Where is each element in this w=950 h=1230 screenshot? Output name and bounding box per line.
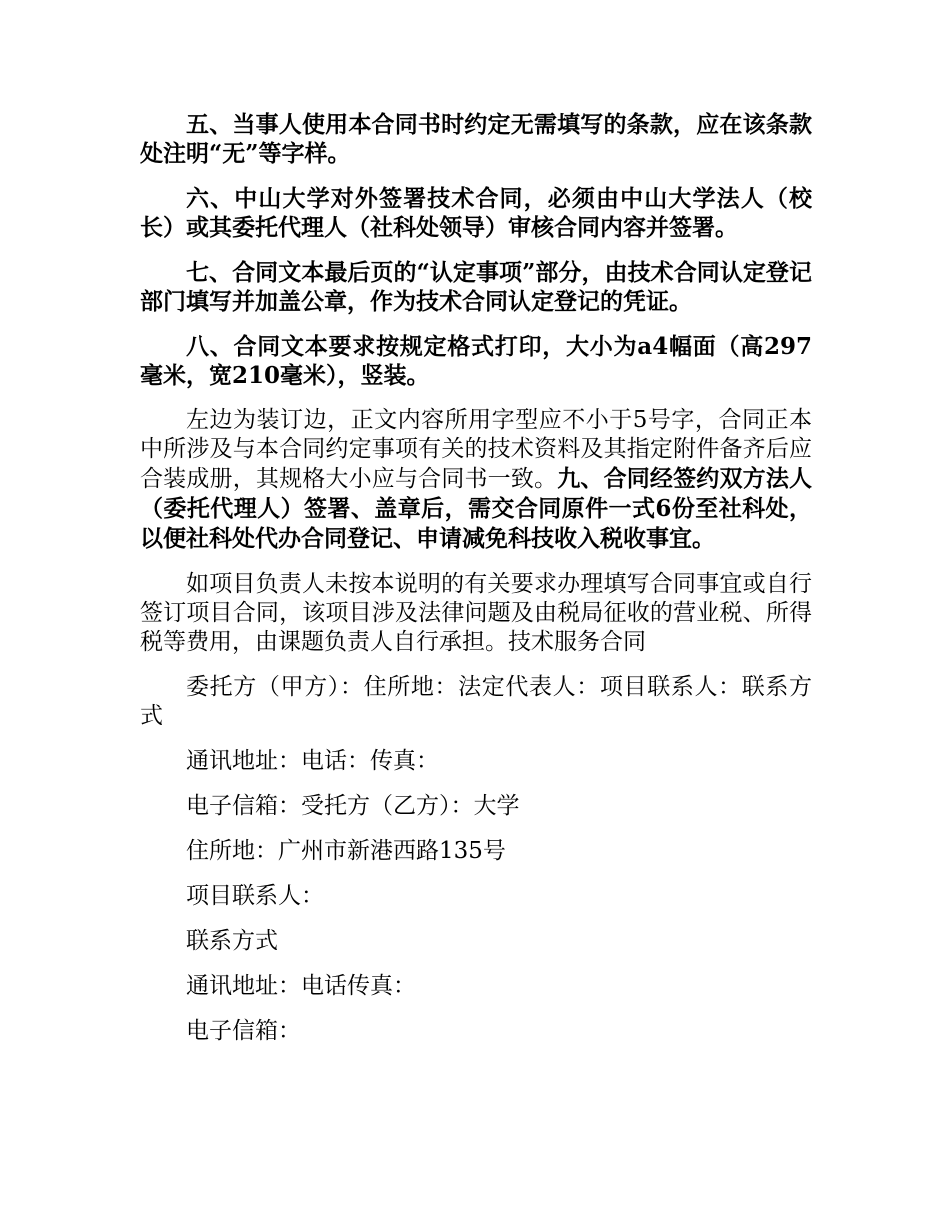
liability-paragraph: 如项目负责人未按本说明的有关要求办理填写合同事宜或自行签订项目合同，该项目涉及法律问题及由税局征收的营业税、所得税等费用，由课题负责人自行承担。技术服务合同 xyxy=(140,571,812,655)
clause-9-text: 九、合同经签约双方法人（委托代理人）签署、盖章后，需交合同原件一式6份至社科处，以便社科处代办合同登记、申请减免科技收入税收事宜。 xyxy=(140,465,813,552)
clause-7-paragraph: 七、合同文本最后页的“认定事项”部分，由技术合同认定登记部门填写并加盖公章，作为技术合同认定登记的凭证。 xyxy=(140,259,812,315)
party-b-address-line: 住所地：广州市新港西路135号 xyxy=(186,838,506,864)
party-b-contact-person-line: 项目联系人： xyxy=(186,883,324,909)
binding-paragraph xyxy=(140,406,812,554)
document-page xyxy=(140,110,812,1062)
clause-5-paragraph: 五、当事人使用本合同书时约定无需填写的条款，应在该条款处注明“无”等字样。 xyxy=(140,111,812,167)
party-a-contact-line: 通讯地址：电话：传真： xyxy=(186,748,439,774)
party-b-mail-phone-line: 通讯地址：电话传真： xyxy=(186,973,416,999)
party-a-line: 委托方（甲方）：住所地：法定代表人：项目联系人：联系方式 xyxy=(140,674,812,729)
party-a-email-party-b-line: 电子信箱：受托方（乙方）：大学 xyxy=(186,793,520,819)
binding-text: 左边为装订边，正文内容所用字型应不小于5号字，合同正本中所涉及与本合同约定事项有关的技术资料及其指定附件备齐后应合装成册，其规格大小应与合同书一致。 xyxy=(140,407,812,492)
clause-6-paragraph: 六、中山大学对外签署技术合同，必须由中山大学法人（校长）或其委托代理人（社科处领导）审核合同内容并签署。 xyxy=(140,185,812,241)
clause-8-paragraph: 八、合同文本要求按规定格式打印，大小为a4幅面（高297毫米，宽210毫米），竖装。 xyxy=(140,333,812,389)
party-b-email-line: 电子信箱： xyxy=(186,1018,301,1044)
party-b-contact-method-line: 联系方式 xyxy=(186,928,278,954)
